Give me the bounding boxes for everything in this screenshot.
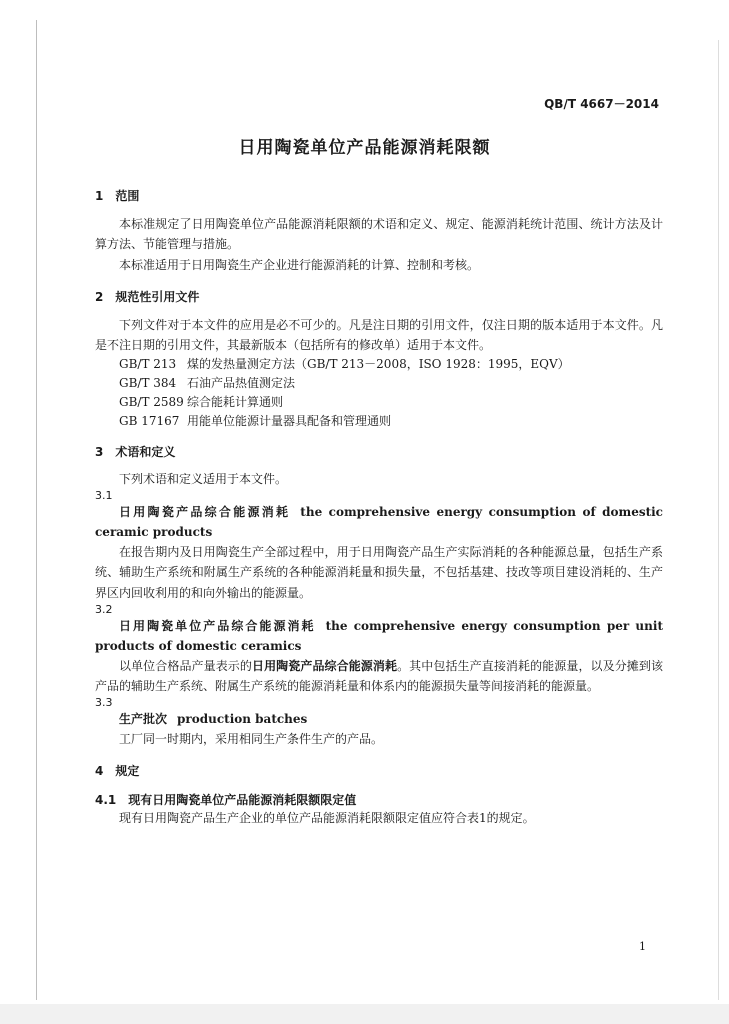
section-3-heading: 3 术语和定义 [95, 444, 176, 459]
reference-title: 煤的发热量测定方法（GB/T 213－2008，ISO 1928：1995，EQV） [187, 357, 570, 372]
section-2-intro: 下列文件对于本文件的应用是必不可少的。凡是注日期的引用文件，仅注日期的版本适用于本文件。凡是不注日期的引用文件，其最新版本（包括所有的修改单）适用于本文件。 [95, 317, 663, 353]
term-3-3-en: production batches [177, 712, 308, 727]
page-right-edge [718, 40, 719, 1000]
term-3-2-definition [95, 656, 663, 697]
term-3-1-en: the comprehensive energy consumption of domestic ceramic products [95, 504, 663, 539]
scan-bottom-strip [0, 1004, 729, 1024]
reference-title: 综合能耗计算通则 [187, 395, 284, 410]
term-3-2-def-pre: 以单位合格品产量表示的 [119, 658, 252, 673]
term-3-2-title [95, 616, 663, 656]
term-3-3-number: 3.3 [95, 696, 113, 710]
term-3-2-number: 3.2 [95, 602, 113, 616]
reference-item [95, 374, 663, 393]
section-1-paragraph-2: 本标准适用于日用陶瓷生产企业进行能源消耗的计算、控制和考核。 [119, 257, 480, 272]
document-body [95, 187, 663, 828]
term-3-2-zh: 日用陶瓷单位产品综合能源消耗 [119, 618, 316, 633]
page-number: 1 [639, 940, 646, 953]
document-title: 日用陶瓷单位产品能源消耗限额 [238, 138, 491, 158]
term-3-2-def-post: 。其中包括生产直接消耗的能源量，以及分摊到该产品的辅助生产系统、附属生产系统的能源消耗量和体系内的能源损失量等间接消耗的能源量。 [95, 658, 663, 694]
reference-code: GB/T 213 [119, 357, 177, 372]
section-4-1-heading: 4.1 现有日用陶瓷单位产品能源消耗限额限定值 [95, 792, 357, 807]
page-left-edge [36, 20, 37, 1000]
term-3-2-def-bold: 日用陶瓷产品综合能源消耗 [252, 658, 398, 673]
term-3-1-definition: 在报告期内及日用陶瓷生产全部过程中，用于日用陶瓷产品生产实际消耗的各种能源总量，包括生产系统、辅助生产系统和附属生产系统的各种能源消耗量和损失量，不包括基建、技改等项目建设消耗的、生产界区内回收利用的和向外输出的能源量。 [95, 544, 663, 600]
reference-code: GB/T 2589 [119, 395, 184, 410]
section-1-heading: 1 范围 [95, 189, 140, 203]
standard-number: QB/T 4667－2014 [544, 97, 659, 111]
reference-title: 石油产品热值测定法 [187, 376, 296, 391]
term-3-3-title [95, 709, 663, 729]
section-4-1-paragraph: 现有日用陶瓷产品生产企业的单位产品能源消耗限额限定值应符合表1的规定。 [119, 810, 535, 825]
reference-item [95, 412, 663, 431]
term-3-1-title [95, 502, 663, 542]
reference-item [95, 355, 663, 374]
term-3-3-zh: 生产批次 [119, 712, 168, 727]
term-3-1-zh: 日用陶瓷产品综合能源消耗 [119, 504, 291, 519]
reference-code: GB 17167 [119, 413, 180, 428]
reference-title: 用能单位能源计量器具配备和管理通则 [187, 413, 392, 428]
reference-code: GB/T 384 [119, 376, 177, 391]
term-3-1-number: 3.1 [95, 488, 113, 502]
section-3-intro: 下列术语和定义适用于本文件。 [119, 471, 288, 486]
term-3-2-en: the comprehensive energy consumption per unit products of domestic ceramics [95, 618, 663, 653]
reference-item [95, 393, 663, 412]
section-1-paragraph-1: 本标准规定了日用陶瓷单位产品能源消耗限额的术语和定义、规定、能源消耗统计范围、统计方法及计算方法、节能管理与措施。 [95, 217, 663, 252]
term-3-3-definition: 工厂同一时期内，采用相同生产条件生产的产品。 [119, 732, 384, 747]
section-4-heading: 4 规定 [95, 763, 140, 778]
section-2-heading: 2 规范性引用文件 [95, 289, 200, 304]
